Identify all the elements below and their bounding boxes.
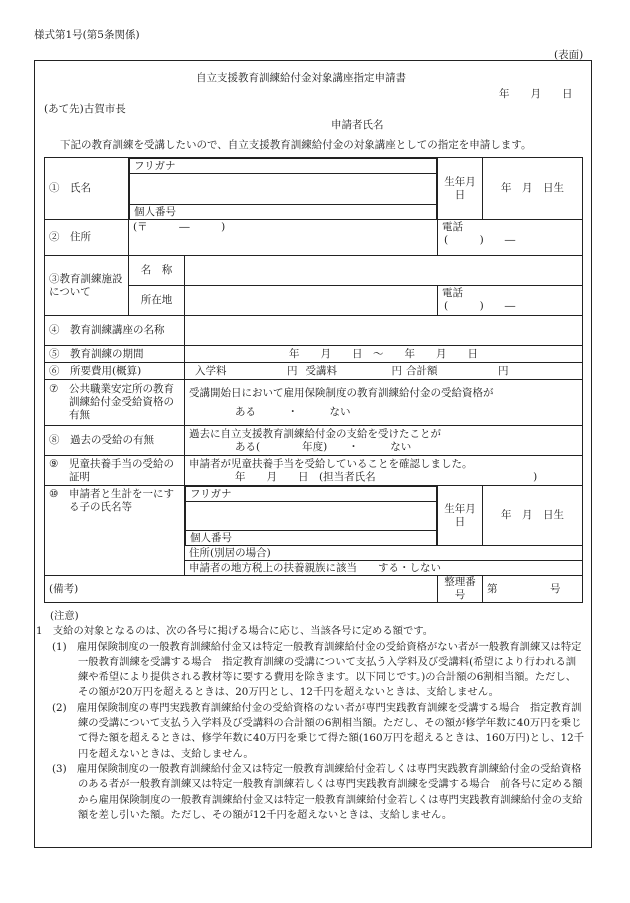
facility-name-field[interactable] xyxy=(185,256,583,286)
address-phone[interactable]: 電話 ( ) ― xyxy=(438,220,583,256)
row-past-label: ⑧ 過去の受給の有無 xyxy=(45,426,185,456)
notes-section xyxy=(36,609,586,823)
row-child-label: ⑩ 申請者と生計を一にする子の氏名等 xyxy=(45,486,185,576)
row-course-label: ④ 教育訓練講座の名称 xyxy=(45,316,185,346)
facility-phone[interactable]: 電話 ( ) ― xyxy=(438,286,583,316)
notes-sub-1: (1) 雇用保険制度の一般教育訓練給付金又は特定一般教育訓練給付金の受給資格がない者が一般教育訓練又は特定一般教育訓練を受講する場合 指定教育訓練の受講について支払う入学料及び受講料(希望により行われる訓練や希望により提供される教材等に要する費用を除きます。以下同じです。)の合計額の6割相当額。ただし、その額が20万円を超えるときは、20万円とし、12千円を超えないときは、支給しません。 xyxy=(52,640,582,699)
row-name-label: ① 氏名 xyxy=(45,158,129,220)
reference-number-label: 整理番号 xyxy=(438,576,483,603)
furigana-label: フリガナ xyxy=(130,159,437,174)
birth-value: 年 月 日生 xyxy=(483,158,583,220)
notes-item-1: 1 支給の対象となるのは、次の各号に掲げる場合に応じ、当該各号に定める額です。 xyxy=(36,625,434,638)
addressee: (あて先)古賀市長 xyxy=(44,103,126,115)
intro-text: 下記の教育訓練を受講したいので、自立支援教育訓練給付金の対象講座としての指定を申請します。 xyxy=(60,139,532,151)
child-name-field[interactable] xyxy=(186,502,437,531)
name-cell xyxy=(129,158,438,220)
child-allowance-value[interactable]: 申請者が児童扶養手当を受給していることを確認しました。 年 月 日 (担当者氏名 ) xyxy=(185,456,583,486)
applicant-name-label: 申請者氏名 xyxy=(331,119,384,131)
child-birth-label: 生年月日 xyxy=(438,486,483,546)
child-id-number-label: 個人番号 xyxy=(186,531,437,546)
child-birth-value: 年 月 日生 xyxy=(483,486,583,546)
remarks-label: (備考) xyxy=(45,576,438,603)
date-line: 年 月 日 xyxy=(499,88,573,100)
child-address[interactable]: 住所(別居の場合) xyxy=(185,546,583,561)
facility-name-label: 名 称 xyxy=(129,256,185,286)
notes-sub-3: (3) 雇用保険制度の一般教育訓練給付金又は特定一般教育訓練給付金若しくは専門実践教育訓練給付金の受給資格のある者が一般教育訓練又は特定一般教育訓練若しくは専門実践教育訓練を受講する場合 前各号に定める額から雇用保険制度の一般教育訓練給付金又は特定一般教育訓練給付金若しくは専門実践教育訓練給付金の支給額を差し引いた額。ただし、その額が12千円を超えないときは、支給しません。 xyxy=(52,762,583,821)
application-table xyxy=(44,157,583,603)
facility-location-label: 所在地 xyxy=(129,286,185,316)
form-title: 自立支援教育訓練給付金対象講座指定申請書 xyxy=(196,72,406,84)
form-code: 様式第1号(第5条関係) xyxy=(34,29,140,41)
notes-title: (注意) xyxy=(50,610,79,622)
eligibility-value[interactable]: 受講開始日において雇用保険制度の教育訓練給付金の受給資格が ある ・ ない xyxy=(185,380,583,426)
birth-label: 生年月日 xyxy=(438,158,483,220)
row-facility-label: ③教育訓練施設について xyxy=(45,256,129,316)
cost-values[interactable]: 入学料 円 受講料 円 合計額 円 xyxy=(185,363,583,380)
side-label: (表面) xyxy=(554,49,584,61)
name-field[interactable] xyxy=(130,174,437,205)
row-child-allowance-label: ⑨ 児童扶養手当の受給の証明 xyxy=(45,456,185,486)
row-period-label: ⑤ 教育訓練の期間 xyxy=(45,346,185,363)
child-furigana-label: フリガナ xyxy=(186,487,437,502)
child-name-cell xyxy=(185,486,438,546)
postal-code[interactable]: (〒 ― ) xyxy=(129,220,438,256)
past-value[interactable]: 過去に自立支援教育訓練給付金の支給を受けたことが ある( 年度) ・ ない xyxy=(185,426,583,456)
facility-location-field[interactable] xyxy=(185,286,438,316)
row-cost-label: ⑥ 所要費用(概算) xyxy=(45,363,185,380)
row-eligibility-label: ⑦ 公共職業安定所の教育訓練給付金受給資格の有無 xyxy=(45,380,185,426)
period-value[interactable]: 年 月 日 ～ 年 月 日 xyxy=(185,346,583,363)
id-number-label: 個人番号 xyxy=(130,205,437,220)
row-address-label: ② 住所 xyxy=(45,220,129,256)
reference-number-value[interactable]: 第 号 xyxy=(483,576,583,603)
course-name-field[interactable] xyxy=(185,316,583,346)
child-tax-status[interactable]: 申請者の地方税上の扶養親族に該当 する・しない xyxy=(185,561,583,576)
notes-sub-2: (2) 雇用保険制度の専門実践教育訓練給付金の受給資格のない者が専門実践教育訓練を受講する場合 指定教育訓練の受講について支払う入学料及び受講料の合計額の6割相当額。ただし、その額が修学年数に40万円を乗じて得た額を超えるときは、修学年数に40万円を乗じて得た額(160万円を超えるときは、160万円)とし、12千円を超えないときは、支給しません。 xyxy=(52,701,585,760)
